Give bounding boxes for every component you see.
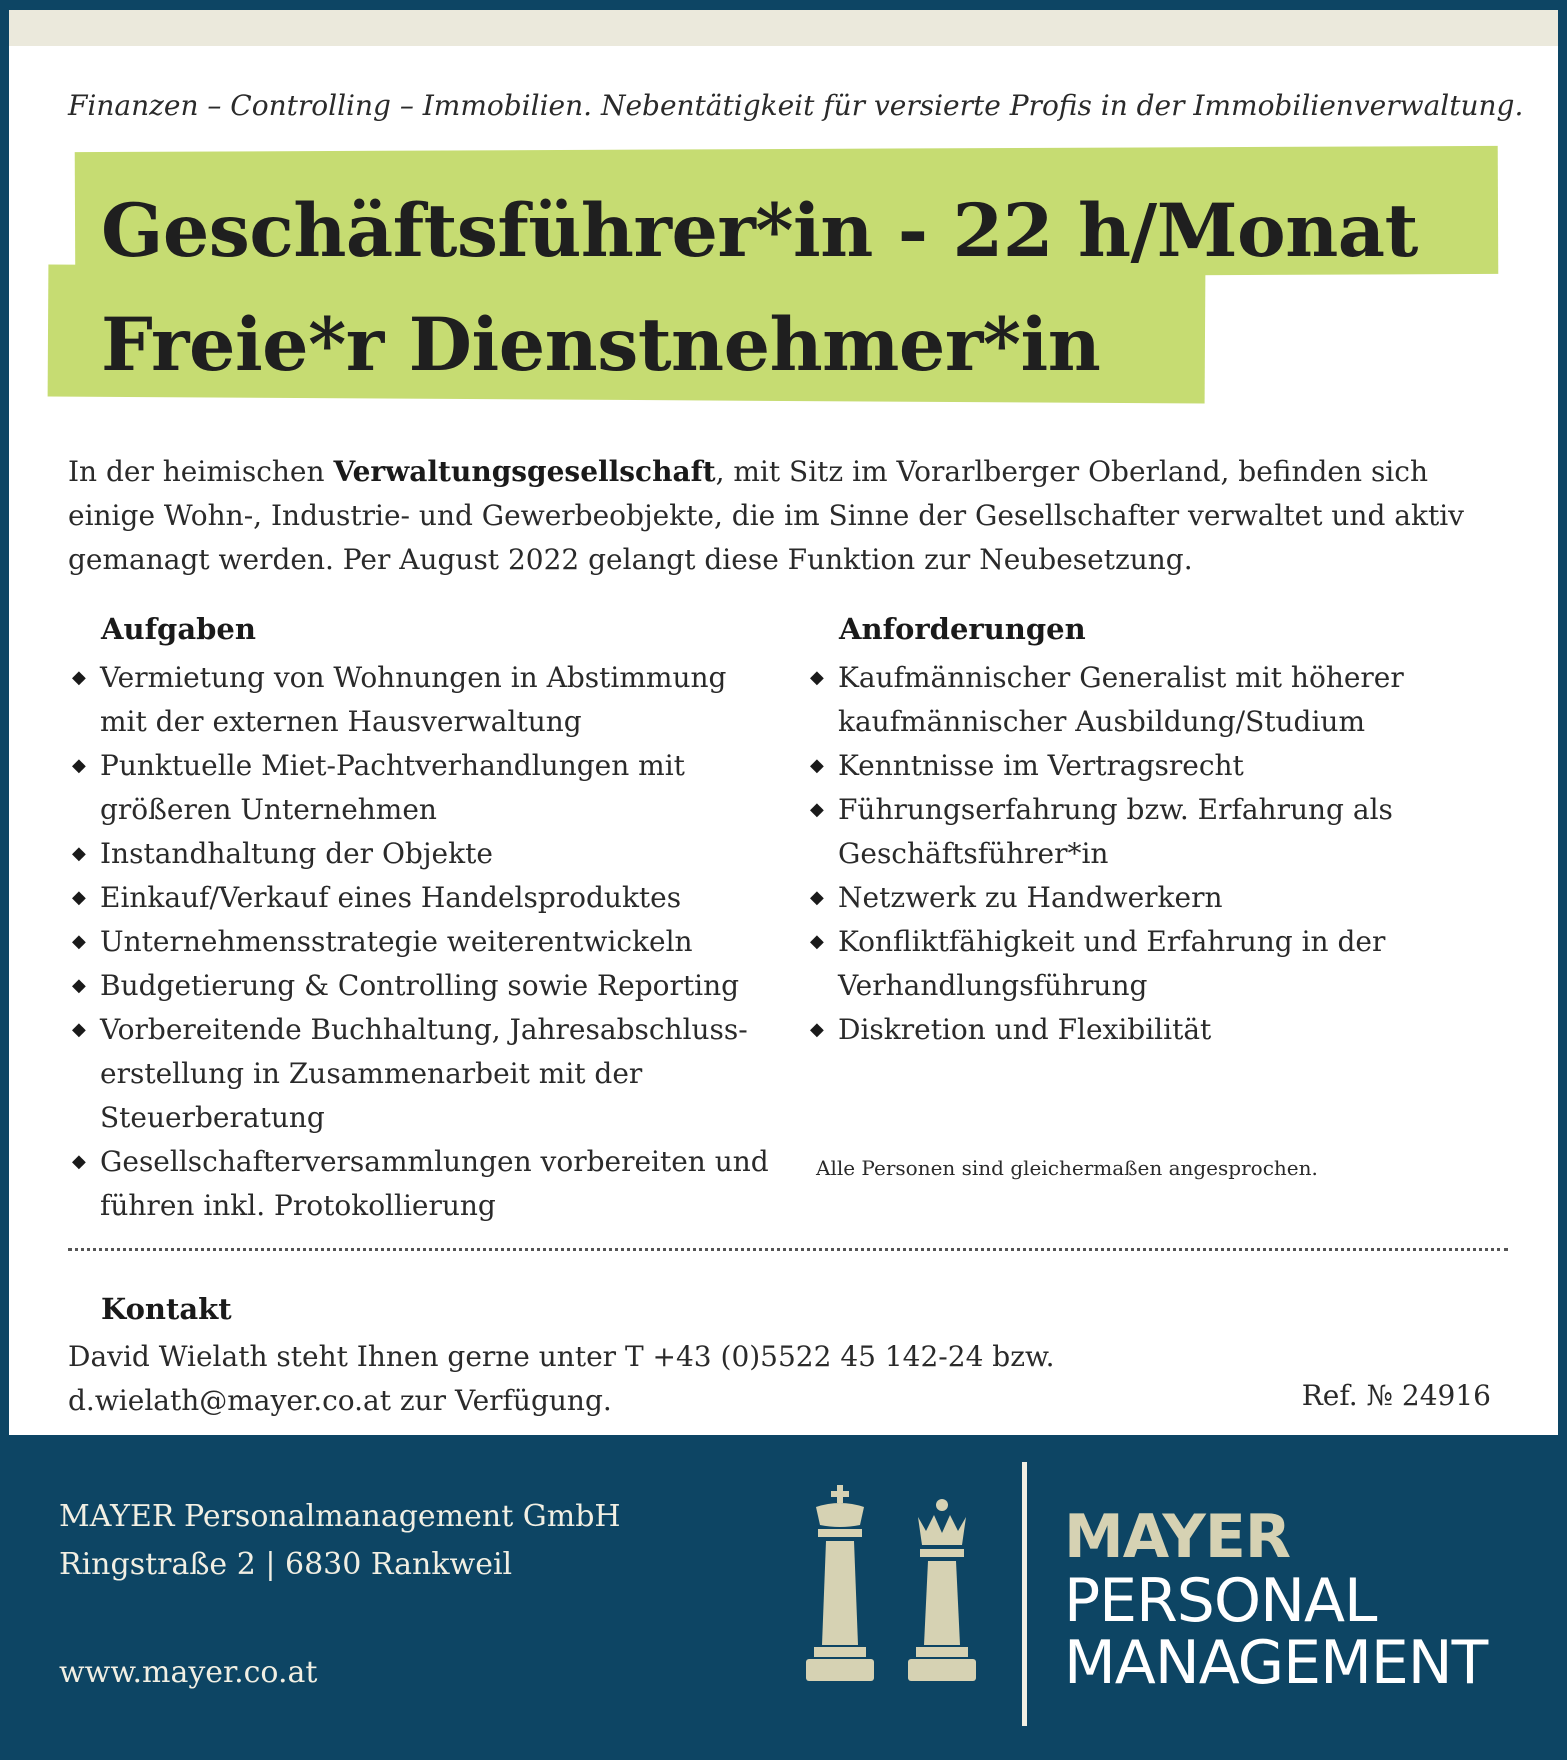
- headline-line-1: Geschäftsführer*in - 22 h/Monat: [101, 188, 1418, 274]
- list-item: ◆ Instandhaltung der Objekte: [68, 832, 778, 876]
- bullet-icon: ◆: [810, 1019, 824, 1040]
- intro-text-before: In der heimischen: [68, 455, 334, 488]
- footer-website-link[interactable]: www.mayer.co.at: [59, 1655, 318, 1690]
- list-item: ◆ Budgetierung & Controlling sowie Reporting: [68, 964, 778, 1008]
- intro-text-after: , mit Sitz im Vorarlberger Oberland, befinden sich einige Wohn-, Industrie- und Gewerbeobjekte, die im Sinne der Gesellschafter verwaltet und aktiv gemanagt werden. Per August 2022 gelangt diese Funktion zur Neubesetzung.: [68, 455, 1464, 576]
- bullet-icon: ◆: [810, 667, 824, 688]
- job-ad-sheet: [9, 10, 1558, 1435]
- list-item: ◆ Punktuelle Miet-Pachtverhandlungen mit größeren Unternehmen: [68, 744, 778, 832]
- bullet-icon: ◆: [72, 1019, 86, 1040]
- dotted-divider: [68, 1248, 1508, 1251]
- aufgaben-title: Aufgaben: [101, 612, 256, 646]
- list-item: ◆ Führungserfahrung bzw. Erfahrung als Geschäftsführer*in: [806, 788, 1506, 876]
- anforderungen-title: Anforderungen: [839, 612, 1086, 646]
- bullet-icon: ◆: [72, 1151, 86, 1172]
- equality-note: Alle Personen sind gleichermaßen angesprochen.: [816, 1156, 1318, 1180]
- list-item: ◆ Vermietung von Wohnungen in Abstimmung mit der externen Hausverwaltung: [68, 656, 778, 744]
- reference-number: Ref. № 24916: [1301, 1379, 1491, 1412]
- bullet-icon: ◆: [72, 975, 86, 996]
- list-item: ◆ Unternehmensstrategie weiterentwickeln: [68, 920, 778, 964]
- bullet-icon: ◆: [72, 667, 86, 688]
- bullet-icon: ◆: [810, 799, 824, 820]
- list-item: ◆ Diskretion und Flexibilität: [806, 1008, 1506, 1052]
- list-item: ◆ Netzwerk zu Handwerkern: [806, 876, 1506, 920]
- contact-email-line[interactable]: d.wielath@mayer.co.at zur Verfügung.: [68, 1384, 612, 1417]
- brand-divider: [1022, 1462, 1027, 1726]
- anforderungen-list: [806, 656, 1506, 1052]
- bullet-icon: ◆: [72, 755, 86, 776]
- contact-text: [68, 1335, 1055, 1423]
- brand-logo-personal: PERSONAL: [1064, 1566, 1377, 1636]
- top-band: [9, 10, 1558, 46]
- list-item: ◆ Kaufmännischer Generalist mit höherer kaufmännischer Ausbildung/Studium: [806, 656, 1506, 744]
- tagline: Finanzen – Controlling – Immobilien. Nebentätigkeit für versierte Profis in der Immobilienverwaltung.: [68, 89, 1524, 122]
- bullet-icon: ◆: [810, 755, 824, 776]
- list-item: ◆ Konfliktfähigkeit und Erfahrung in der Verhandlungsführung: [806, 920, 1506, 1008]
- headline-line-2: Freie*r Dienstnehmer*in: [101, 302, 1101, 388]
- bullet-icon: ◆: [810, 931, 824, 952]
- list-item: ◆ Kenntnisse im Vertragsrecht: [806, 744, 1506, 788]
- contact-line-1: David Wielath steht Ihnen gerne unter T +43 (0)5522 45 142-24 bzw.: [68, 1340, 1055, 1373]
- footer-company: MAYER Personalmanagement GmbH: [59, 1499, 621, 1534]
- list-item: ◆ Vorbereitende Buchhaltung, Jahresabschluss-erstellung in Zusammenarbeit mit der Steuerberatung: [68, 1008, 778, 1140]
- brand-logo-mayer: MAYER: [1064, 1502, 1291, 1572]
- bullet-icon: ◆: [72, 887, 86, 908]
- aufgaben-list: [68, 656, 778, 1228]
- brand-logo-management: MANAGEMENT: [1064, 1628, 1488, 1698]
- list-item: ◆ Gesellschafterversammlungen vorbereiten und führen inkl. Protokollierung: [68, 1140, 778, 1228]
- bullet-icon: ◆: [72, 843, 86, 864]
- contact-title: Kontakt: [101, 1292, 232, 1326]
- bullet-icon: ◆: [72, 931, 86, 952]
- bullet-icon: ◆: [810, 887, 824, 908]
- intro-text-bold: Verwaltungsgesellschaft: [333, 455, 716, 488]
- chess-pieces-icon: [800, 1485, 990, 1685]
- intro-paragraph: [68, 450, 1508, 582]
- list-item: ◆ Einkauf/Verkauf eines Handelsproduktes: [68, 876, 778, 920]
- footer-address: Ringstraße 2 | 6830 Rankweil: [59, 1547, 513, 1582]
